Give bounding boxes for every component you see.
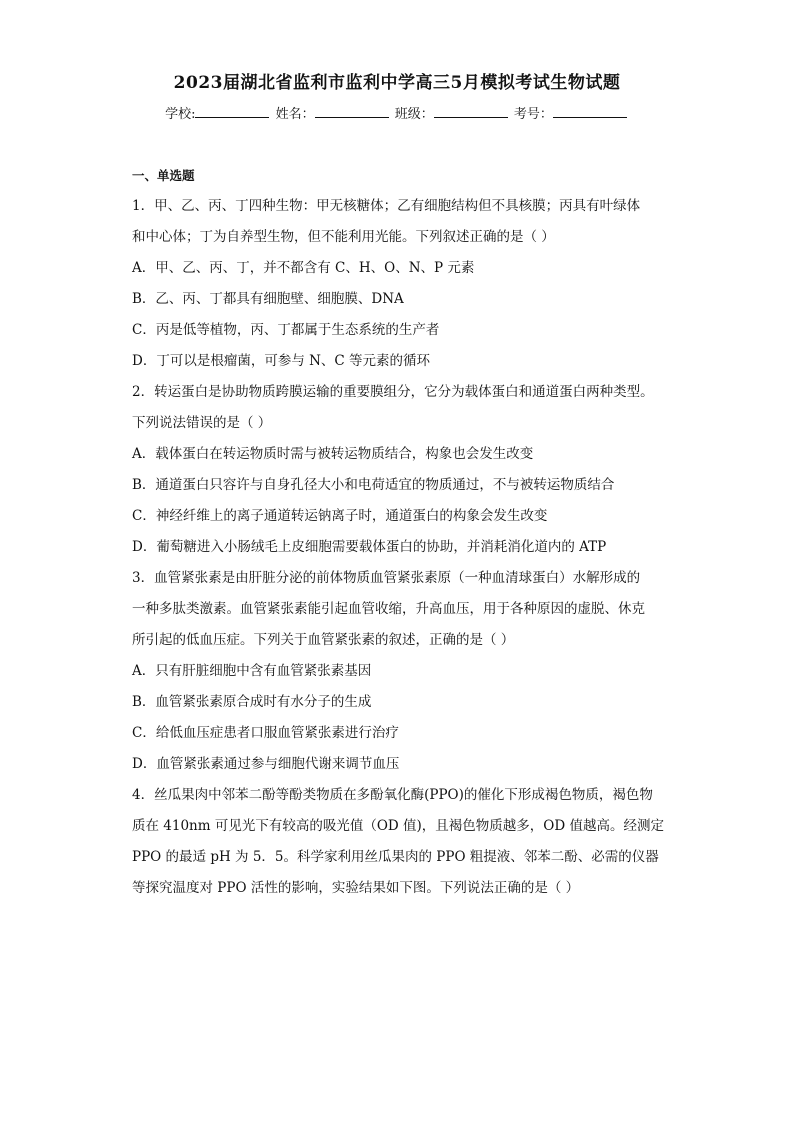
question-stem-line: 2．转运蛋白是协助物质跨膜运输的重要膜组分，它分为载体蛋白和通道蛋白两种类型。 [132, 384, 654, 400]
question-4 [132, 780, 672, 904]
page-title: 2023届湖北省监利市监利中学高三5月模拟考试生物试题 [173, 73, 621, 93]
section-heading: 一、单选题 [132, 168, 195, 183]
question-stem-line: 下列说法错误的是（ ） [132, 415, 272, 431]
class-blank [434, 105, 508, 118]
question-3 [132, 563, 672, 780]
class-label: 班级： [394, 107, 434, 122]
question-stem-line: 和中心体；丁为自养型生物，但不能利用光能。下列叙述正确的是（ ） [132, 229, 555, 245]
question-stem-line: 一种多肽类激素。血管紧张素能引起血管收缩，升高血压，用于各种原因的虚脱、休克 [132, 601, 645, 617]
school-blank [195, 105, 269, 118]
question-stem-line: 4．丝瓜果肉中邻苯二酚等酚类物质在多酚氧化酶(PPO)的催化下形成褐色物质，褐色物 [132, 787, 653, 803]
option-b: B．乙、丙、丁都具有细胞壁、细胞膜、DNA [132, 291, 404, 307]
question-stem-line: 3．血管紧张素是由肝脏分泌的前体物质血管紧张素原（一种血清球蛋白）水解形成的 [132, 570, 641, 586]
school-label: 学校: [165, 107, 196, 122]
name-blank [315, 105, 389, 118]
option-a: A．只有肝脏细胞中含有血管紧张素基因 [132, 663, 372, 679]
question-stem-line: 1．甲、乙、丙、丁四种生物：甲无核糖体；乙有细胞结构但不具核膜；丙具有叶绿体 [132, 198, 641, 214]
id-blank [553, 105, 627, 118]
question-1 [132, 191, 672, 377]
option-a: A．甲、乙、丙、丁，并不都含有 C、H、O、N、P 元素 [132, 260, 475, 276]
option-c: C．丙是低等植物，丙、丁都属于生态系统的生产者 [132, 322, 440, 338]
id-label: 考号： [513, 107, 553, 122]
option-c: C．给低血压症患者口服血管紧张素进行治疗 [132, 725, 399, 741]
option-b: B．通道蛋白只容许与自身孔径大小和电荷适宜的物质通过，不与被转运物质结合 [132, 477, 615, 493]
question-content [132, 165, 672, 904]
option-b: B．血管紧张素原合成时有水分子的生成 [132, 694, 372, 710]
student-info-row [0, 103, 794, 122]
option-d: D．丁可以是根瘤菌，可参与 N、C 等元素的循环 [132, 353, 431, 369]
question-2 [132, 377, 672, 563]
name-label: 姓名： [275, 107, 315, 122]
option-c: C．神经纤维上的离子通道转运钠离子时，通道蛋白的构象会发生改变 [132, 508, 548, 524]
option-d: D．血管紧张素通过参与细胞代谢来调节血压 [132, 756, 400, 772]
question-stem-line: 所引起的低血压症。下列关于血管紧张素的叙述，正确的是（ ） [132, 632, 515, 648]
option-d: D．葡萄糖进入小肠绒毛上皮细胞需要载体蛋白的协助，并消耗消化道内的 ATP [132, 539, 607, 555]
question-stem-line: 质在 410nm 可见光下有较高的吸光值（OD 值)，且褐色物质越多，OD 值越高。经测定 [132, 818, 664, 834]
question-stem-line: PPO 的最适 pH 为 5．5。科学家利用丝瓜果肉的 PPO 粗提液、邻苯二酚、必需的仪器 [132, 849, 659, 865]
option-a: A．载体蛋白在转运物质时需与被转运物质结合，构象也会发生改变 [132, 446, 534, 462]
question-stem-line: 等探究温度对 PPO 活性的影响，实验结果如下图。下列说法正确的是（ ） [132, 880, 580, 896]
